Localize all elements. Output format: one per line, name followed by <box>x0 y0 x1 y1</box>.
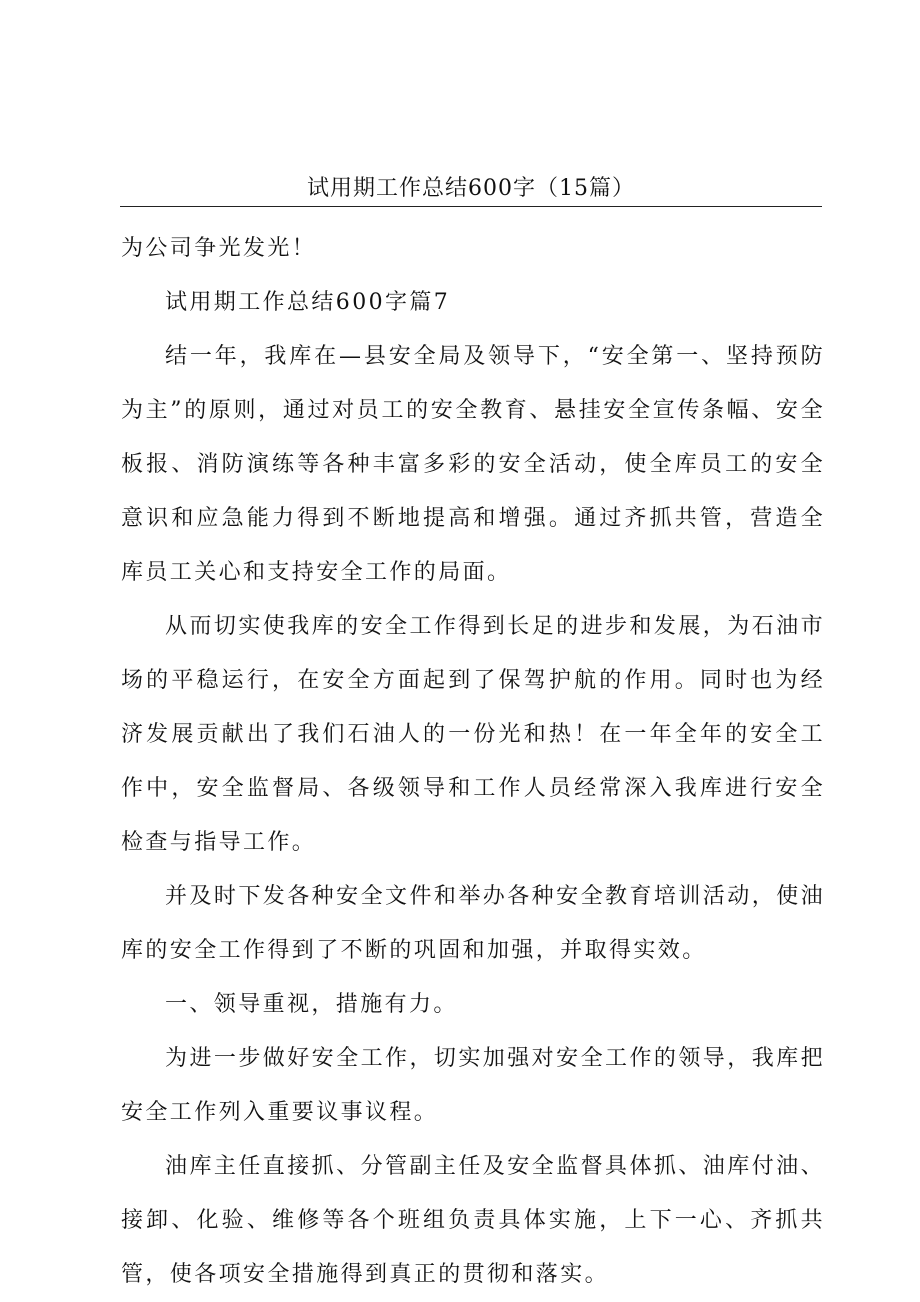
paragraph: 为公司争光发光！ <box>121 236 317 261</box>
paragraph: 并及时下发各种安全文件和举办各种安全教育培训活动，使油库的安全工作得到了不断的巩固和加强，并取得实效。 <box>121 884 825 963</box>
document-header-title: 试用期工作总结600字（15篇） <box>307 176 635 201</box>
paragraph: 为进一步做好安全工作，切实加强对安全工作的领导，我库把安全工作列入重要议事议程。 <box>121 1046 825 1125</box>
section-heading: 试用期工作总结600字篇7 <box>165 290 451 315</box>
document-body <box>121 222 825 1302</box>
paragraph: 油库主任直接抓、分管副主任及安全监督具体抓、油库付油、接卸、化验、维修等各个班组负责具体实施，上下一心、齐抓共管，使各项安全措施得到真正的贯彻和落实。 <box>121 1154 825 1287</box>
paragraph: 从而切实使我库的安全工作得到长足的进步和发展，为石油市场的平稳运行，在安全方面起到了保驾护航的作用。同时也为经济发展贡献出了我们石油人的一份光和热！在一年全年的安全工作中，安全监督局、各级领导和工作人员经常深入我库进行安全检查与指导工作。 <box>121 614 825 855</box>
section-heading: 一、领导重视，措施有力。 <box>165 992 458 1017</box>
header-divider <box>120 206 822 207</box>
paragraph: 结一年，我库在—县安全局及领导下，“安全第一、坚持预防为主”的原则，通过对员工的安全教育、悬挂安全宣传条幅、安全板报、消防演练等各种丰富多彩的安全活动，使全库员工的安全意识和应急能力得到不断地提高和增强。通过齐抓共管，营造全库员工关心和支持安全工作的局面。 <box>121 344 825 585</box>
